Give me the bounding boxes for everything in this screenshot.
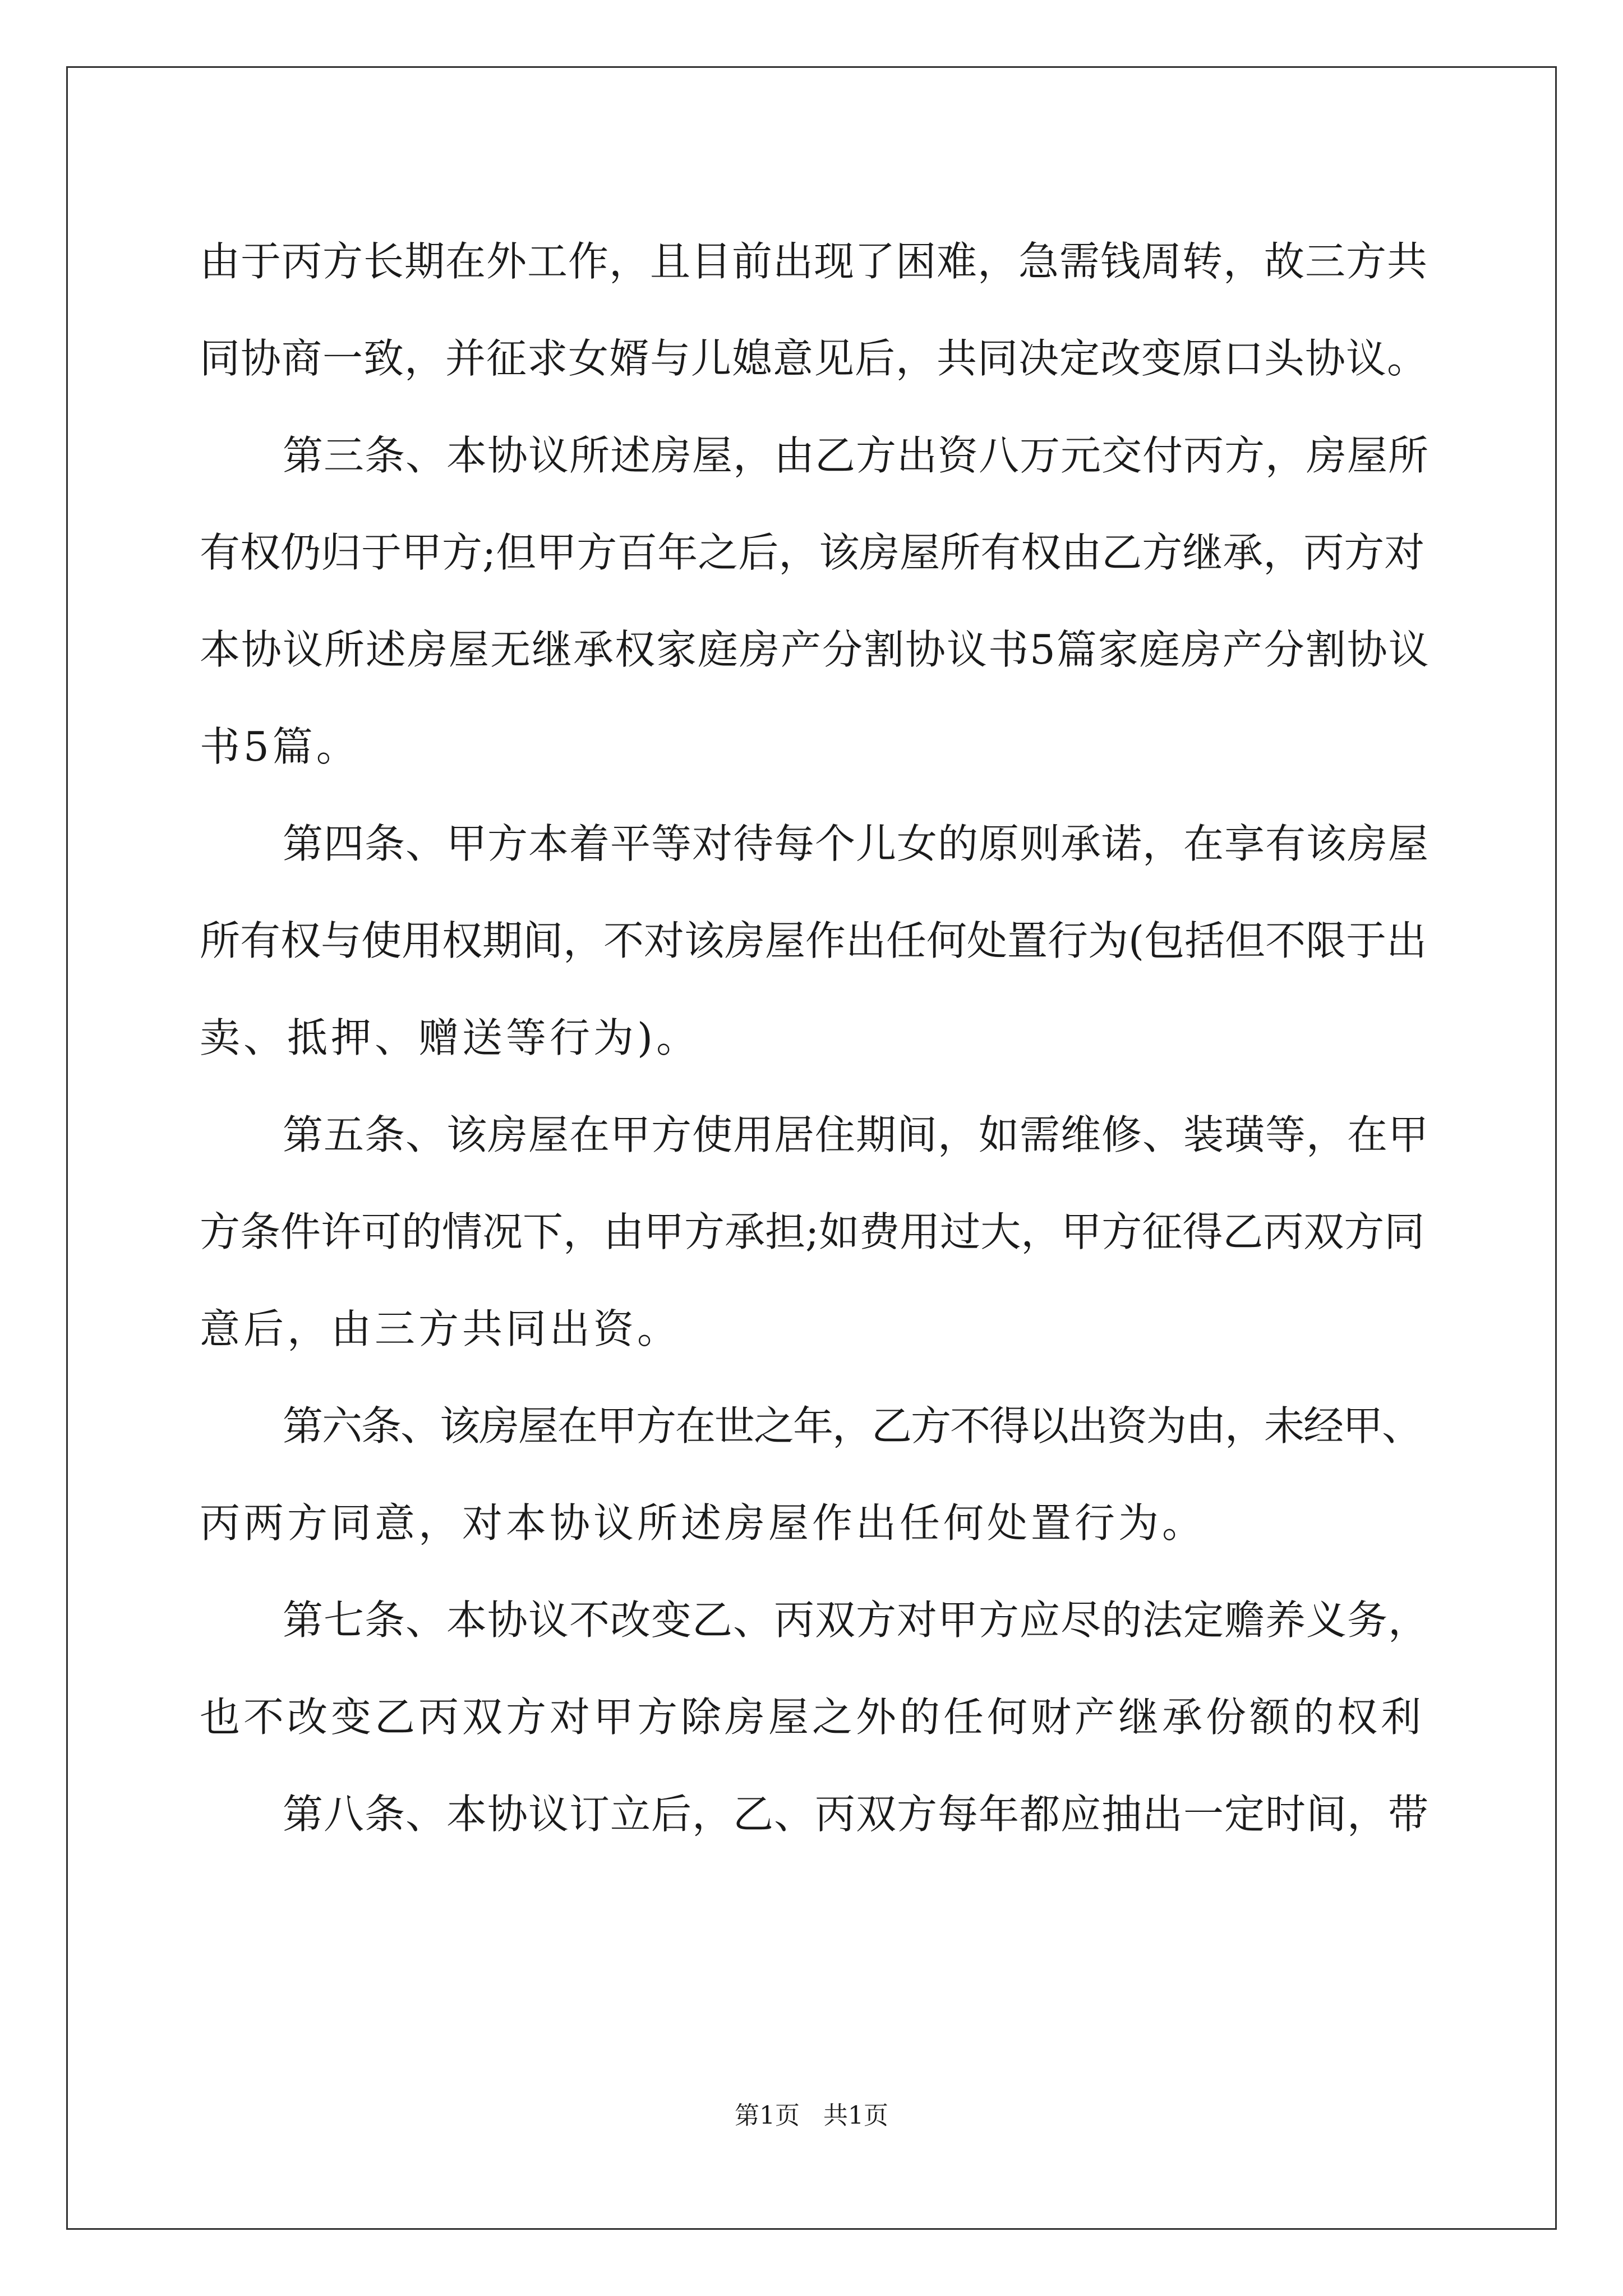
- text-line: 书5篇。: [200, 723, 360, 770]
- text-line: 丙两方同意，对本协议所述房屋作出任何处置行为。: [200, 1499, 1206, 1547]
- text-line: 第七条、本协议不改变乙、丙双方对甲方应尽的法定赡养义务，: [283, 1596, 1430, 1644]
- text-line: 卖、抵押、赠送等行为)。: [200, 1014, 700, 1061]
- text-line: 本协议所述房屋无继承权家庭房产分割协议书5篇家庭房产分割协议: [200, 626, 1430, 673]
- text-line: 第三条、本协议所述房屋，由乙方出资八万元交付丙方，房屋所: [283, 432, 1430, 479]
- document-body: [200, 213, 1433, 1863]
- text-line: 有权仍归于甲方;但甲方百年之后，该房屋所有权由乙方继承，丙方对: [200, 529, 1425, 576]
- page-number-footer: 第1页 共1页: [735, 2101, 888, 2130]
- text-line: 意后，由三方共同出资。: [200, 1305, 681, 1352]
- text-line: 第五条、该房屋在甲方使用居住期间，如需维修、装璜等，在甲: [283, 1111, 1430, 1158]
- text-line: 由于丙方长期在外工作，且目前出现了困难，急需钱周转，故三方共: [200, 238, 1428, 285]
- text-line: 也不改变乙丙双方对甲方除房屋之外的任何财产继承份额的权利: [200, 1694, 1425, 1741]
- text-line: 同协商一致，并征求女婿与儿媳意见后，共同决定改变原口头协议。: [200, 335, 1428, 382]
- text-line: 第六条、该房屋在甲方在世之年，乙方不得以出资为由，未经甲、: [283, 1402, 1422, 1450]
- text-line: 方条件许可的情况下，由甲方承担;如费用过大，甲方征得乙丙双方同: [200, 1208, 1425, 1255]
- text-line: 第八条、本协议订立后，乙、丙双方每年都应抽出一定时间，带: [283, 1791, 1430, 1838]
- text-line: 第四条、甲方本着平等对待每个儿女的原则承诺，在享有该房屋: [283, 820, 1430, 867]
- text-line: 所有权与使用权期间，不对该房屋作出任何处置行为(包括但不限于出: [200, 917, 1427, 964]
